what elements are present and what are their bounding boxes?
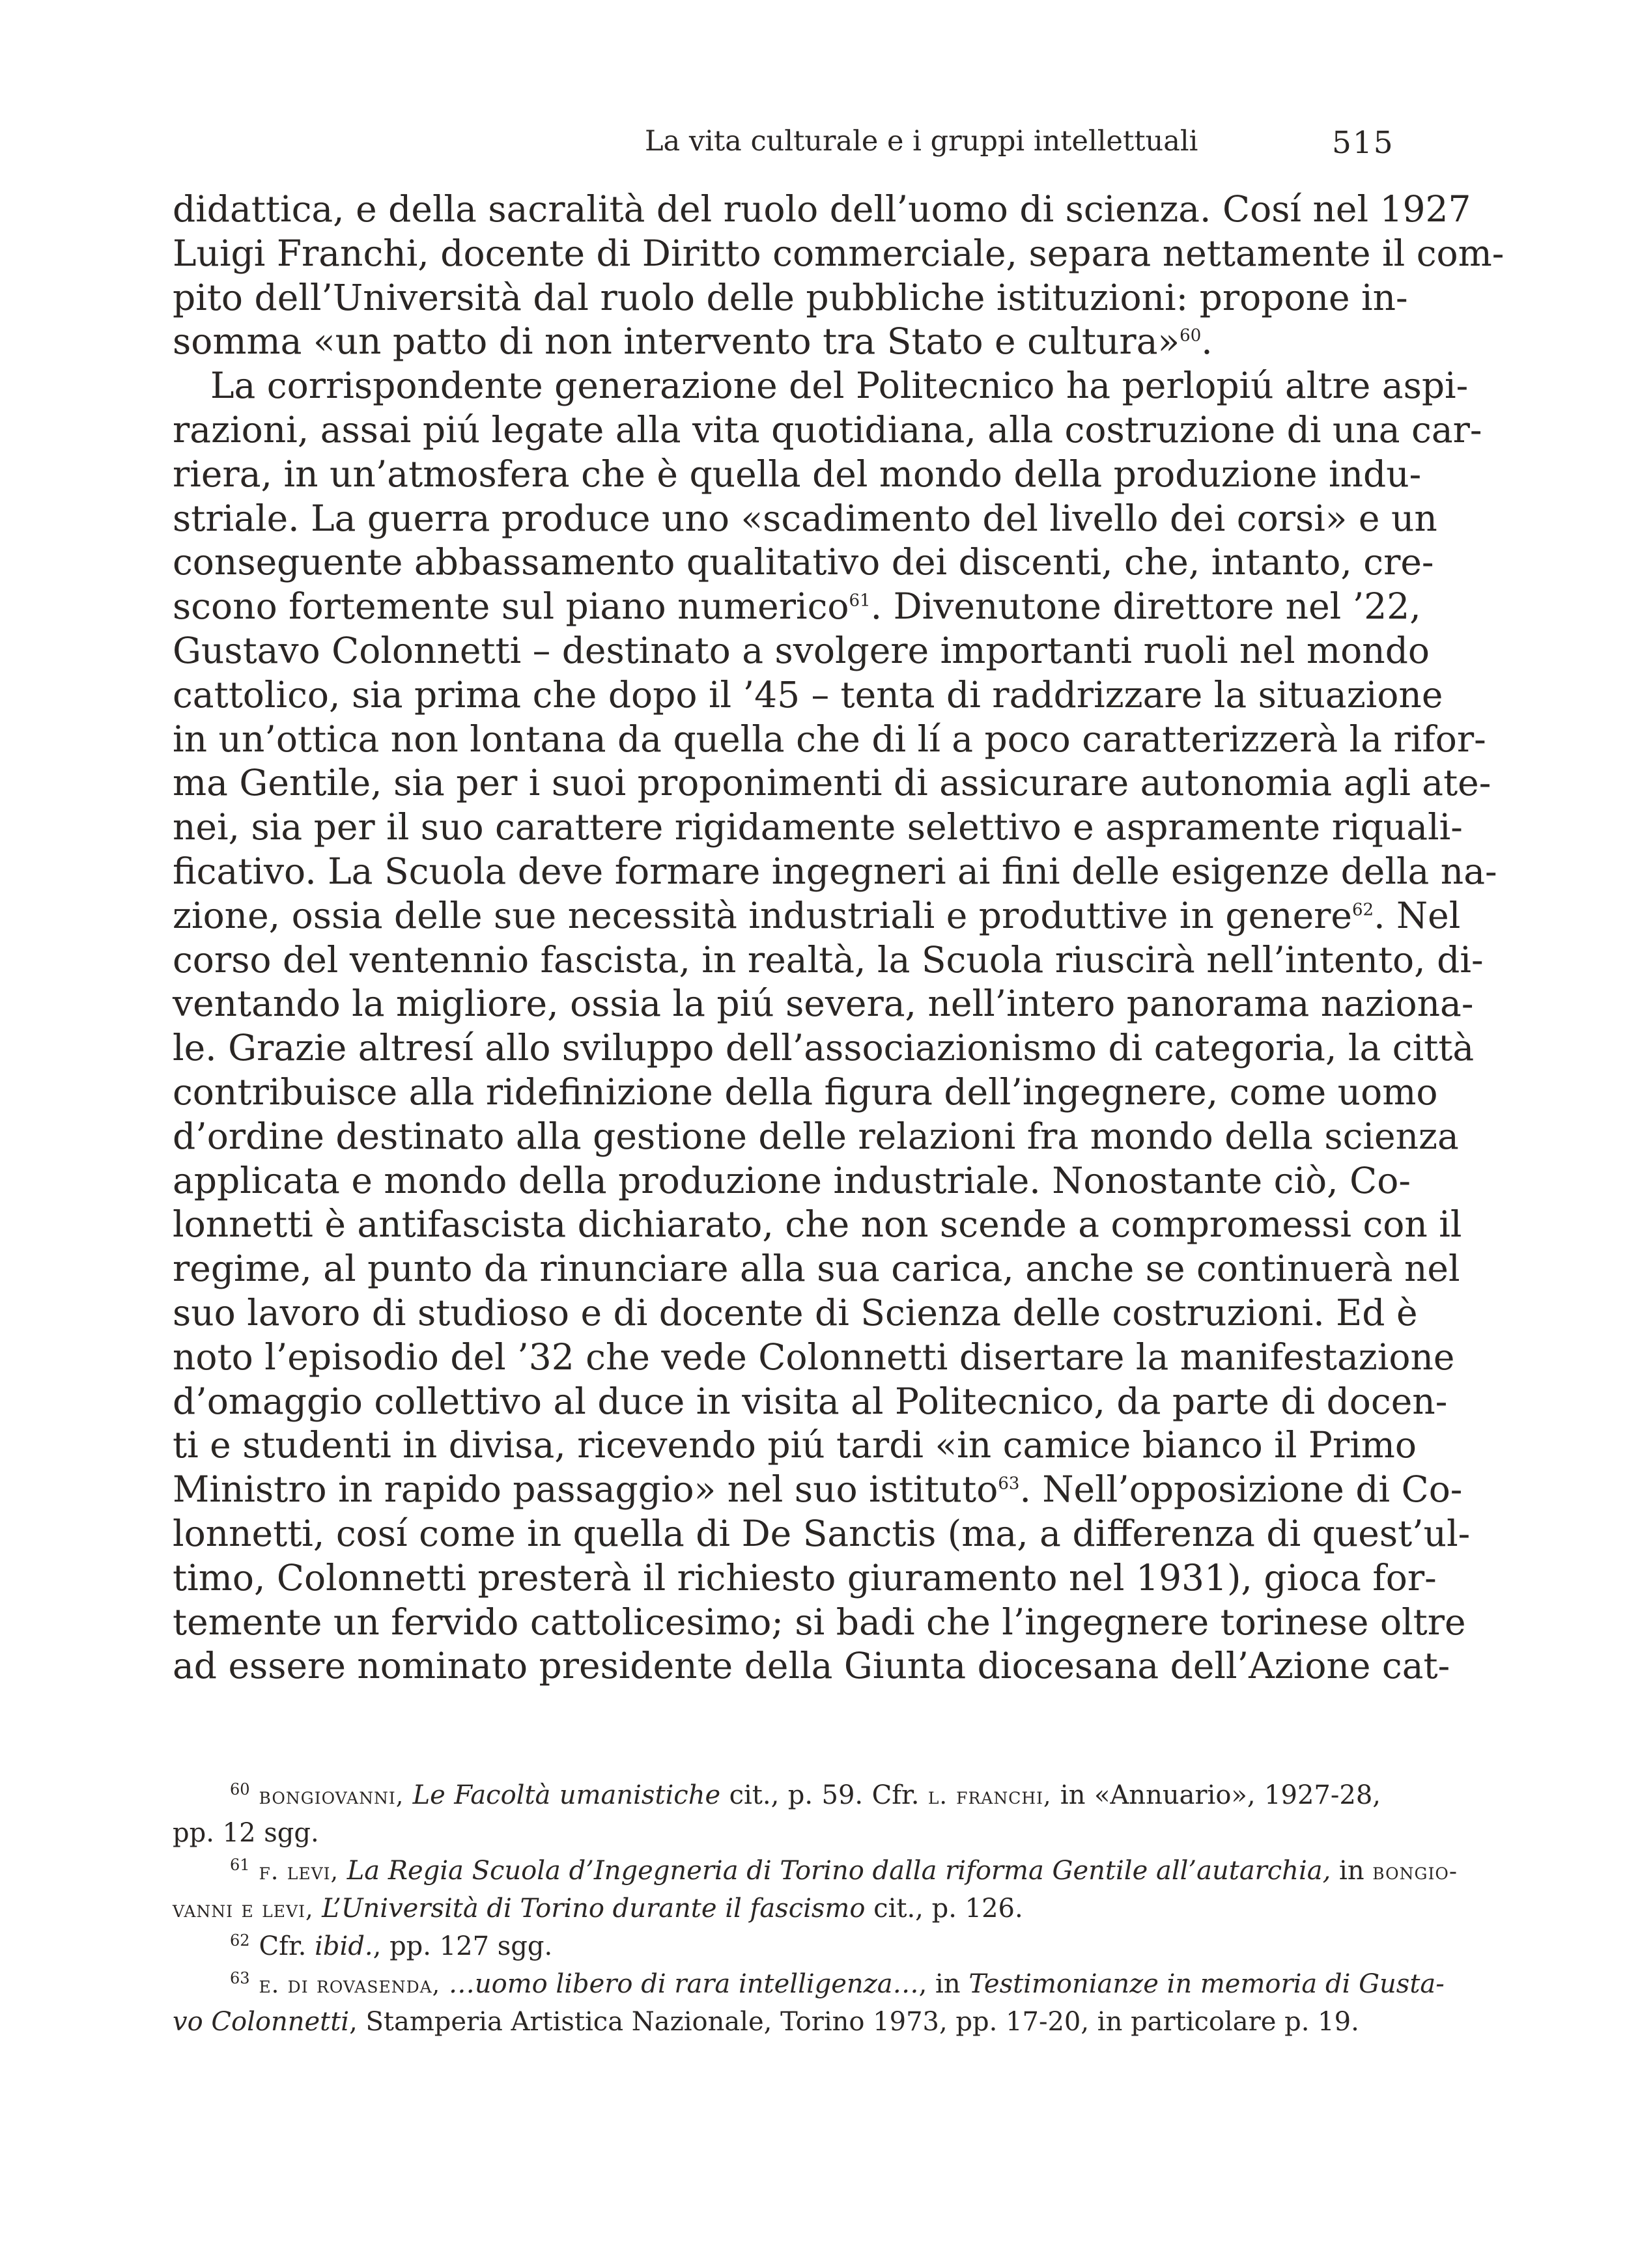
footnote-ref-62[interactable]: 62 bbox=[1351, 900, 1374, 920]
text-line: corso del ventennio fascista, in realtà, la Scuola riuscirà nell’intento, di- bbox=[173, 938, 1484, 981]
footnote-62: $^{62}$ Cfr. ibid., pp. 127 sgg. bbox=[230, 1931, 553, 1961]
footnote-number: 60 bbox=[230, 1780, 250, 1799]
footnote-60-cont: pp. 12 sgg. bbox=[173, 1818, 319, 1848]
footnote-61: $^{61}$ f. levi, La Regia Scuola d’Ingegneria di Torino dalla riforma Gentile all’autarchia, in bongio- bbox=[230, 1855, 1458, 1886]
text-line: conseguente abbassamento qualitativo dei discenti, che, intanto, cre- bbox=[173, 541, 1434, 583]
footnote-number: 61 bbox=[230, 1855, 250, 1874]
main-text bbox=[173, 188, 1505, 1688]
footnote-number: 62 bbox=[230, 1931, 250, 1950]
text-line: Ministro in rapido passaggio» nel suo istituto$^{63}$. Nell’opposizione di Co- bbox=[173, 1468, 1463, 1511]
footnote-ref-60[interactable]: 60 bbox=[1180, 326, 1202, 346]
footnotes bbox=[173, 1776, 1458, 2041]
text-line: lonnetti è antifascista dichiarato, che non scende a compromessi con il bbox=[173, 1203, 1462, 1246]
text-line: lonnetti, cosí come in quella di De Sanctis (ma, a differenza di quest’ul- bbox=[173, 1512, 1471, 1554]
footnote-61-cont: vanni e levi, L’Università di Torino durante il fascismo cit., p. 126. bbox=[173, 1894, 1023, 1924]
text-line: d’ordine destinato alla gestione delle relazioni fra mondo della scienza bbox=[173, 1115, 1459, 1157]
text-line: contribuisce alla ridefinizione della figura dell’ingegnere, come uomo bbox=[173, 1071, 1438, 1113]
text-line: riera, in un’atmosfera che è quella del mondo della produzione indu- bbox=[173, 453, 1422, 495]
footnote-63: $^{63}$ e. di rovasenda, …uomo libero di rara intelligenza…, in Testimonianze in memoria di Gusta- bbox=[230, 1968, 1445, 1999]
footnote-63-cont: vo Colonnetti, Stamperia Artistica Nazionale, Torino 1973, pp. 17-20, in particolare p. 19. bbox=[173, 2007, 1359, 2037]
text-line: striale. La guerra produce uno «scadimento del livello dei corsi» e un bbox=[173, 497, 1437, 539]
footnote-ref-63[interactable]: 63 bbox=[998, 1474, 1020, 1494]
text-line: cattolico, sia prima che dopo il ’45 – tenta di raddrizzare la situazione bbox=[173, 673, 1443, 716]
text-line: pito dell’Università dal ruolo delle pubbliche istituzioni: propone in- bbox=[173, 276, 1408, 318]
text-line: ad essere nominato presidente della Giunta diocesana dell’Azione cat- bbox=[173, 1645, 1450, 1687]
text-line: noto l’episodio del ’32 che vede Colonnetti disertare la manifestazione bbox=[173, 1336, 1455, 1378]
text-line: Luigi Franchi, docente di Diritto commerciale, separa nettamente il com- bbox=[173, 232, 1505, 274]
text-line: regime, al punto da rinunciare alla sua carica, anche se continuerà nel bbox=[173, 1248, 1460, 1290]
text-line: razioni, assai piú legate alla vita quotidiana, alla costruzione di una car- bbox=[173, 408, 1482, 451]
text-line: suo lavoro di studioso e di docente di Scienza delle costruzioni. Ed è bbox=[173, 1291, 1418, 1334]
footnote-ref-61[interactable]: 61 bbox=[849, 591, 871, 611]
text-line: didattica, e della sacralità del ruolo dell’uomo di scienza. Cosí nel 1927 bbox=[173, 188, 1471, 230]
text-line: timo, Colonnetti presterà il richiesto giuramento nel 1931), gioca for- bbox=[173, 1556, 1437, 1599]
text-line: somma «un patto di non intervento tra Stato e cultura»$^{60}$. bbox=[173, 320, 1213, 363]
footnote-number: 63 bbox=[230, 1968, 250, 1987]
running-title: La vita culturale e i gruppi intellettuali bbox=[645, 125, 1198, 158]
text-line: Gustavo Colonnetti – destinato a svolgere importanti ruoli nel mondo bbox=[173, 629, 1430, 671]
text-line: in un’ottica non lontana da quella che di lí a poco caratterizzerà la rifor- bbox=[173, 718, 1486, 760]
text-line: d’omaggio collettivo al duce in visita al Politecnico, da parte di docen- bbox=[173, 1380, 1448, 1422]
text-line: applicata e mondo della produzione industriale. Nonostante ciò, Co- bbox=[173, 1159, 1411, 1201]
running-head bbox=[0, 125, 1625, 171]
text-line: le. Grazie altresí allo sviluppo dell’associazionismo di categoria, la città bbox=[173, 1027, 1475, 1069]
text-line: La corrispondente generazione del Politecnico ha perlopiú altre aspi- bbox=[210, 365, 1469, 407]
text-line: ficativo. La Scuola deve formare ingegneri ai fini delle esigenze della na- bbox=[173, 850, 1497, 892]
text-line: nei, sia per il suo carattere rigidamente selettivo e aspramente riquali- bbox=[173, 806, 1463, 848]
footnote-60: $^{60}$ bongiovanni, Le Facoltà umanistiche cit., p. 59. Cfr. l. franchi, in «Annuario», 1927-28, bbox=[230, 1780, 1381, 1810]
text-line: ti e studenti in divisa, ricevendo piú tardi «in camice bianco il Primo bbox=[173, 1424, 1417, 1466]
text-line: temente un fervido cattolicesimo; si badi che l’ingegnere torinese oltre bbox=[173, 1601, 1466, 1643]
text-line: ventando la migliore, ossia la piú severa, nell’intero panorama naziona- bbox=[173, 983, 1474, 1025]
text-line: zione, ossia delle sue necessità industriali e produttive in genere$^{62}$. Nel bbox=[173, 894, 1461, 936]
text-line: scono fortemente sul piano numerico$^{61}$. Divenutone direttore nel ’22, bbox=[173, 585, 1421, 628]
text-line: ma Gentile, sia per i suoi proponimenti di assicurare autonomia agli ate- bbox=[173, 762, 1491, 804]
page-number: 515 bbox=[1332, 125, 1394, 161]
